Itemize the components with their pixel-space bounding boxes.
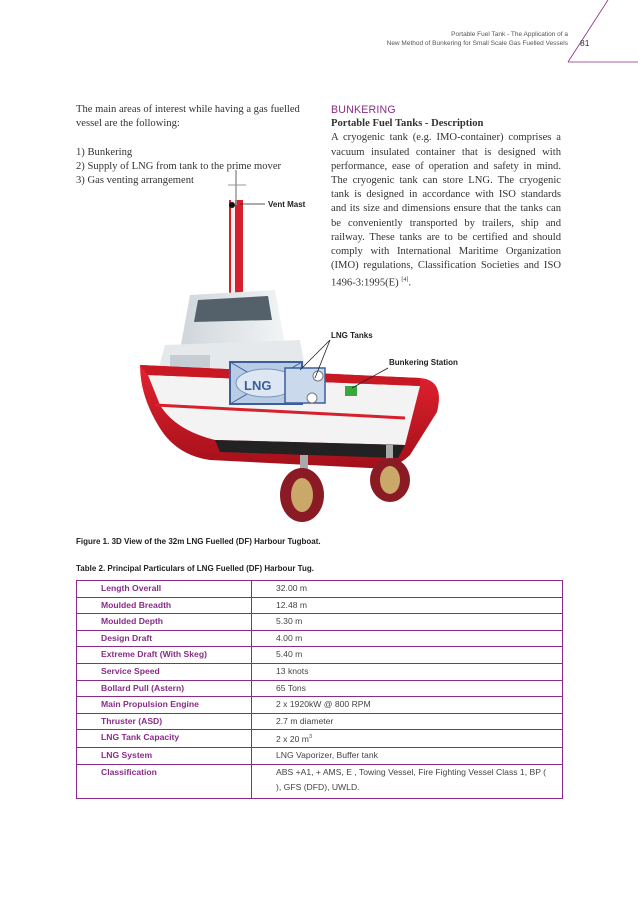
row-key: Main Propulsion Engine — [77, 697, 252, 714]
bunkering-station — [345, 386, 357, 396]
row-key: Moulded Breadth — [77, 597, 252, 614]
row-value — [252, 730, 563, 748]
table-row — [77, 748, 563, 765]
row-value: 5.40 m — [252, 647, 563, 664]
row-key: Moulded Depth — [77, 614, 252, 631]
row-value: LNG Vaporizer, Buffer tank — [252, 748, 563, 765]
page-number: 81 — [580, 38, 590, 48]
row-value: 2 x 1920kW @ 800 RPM — [252, 697, 563, 714]
row-key: Design Draft — [77, 630, 252, 647]
row-key: Length Overall — [77, 581, 252, 598]
section-title: BUNKERING — [331, 104, 396, 116]
vent-mast-callout: Vent Mast — [268, 200, 306, 209]
header-line-2: New Method of Bunkering for Small Scale Gas Fuelled Vessels — [386, 40, 568, 47]
body-end: . — [408, 277, 411, 289]
capacity-value: 2 x 20 m — [276, 734, 309, 745]
lng-tanks-callout: LNG Tanks — [331, 331, 373, 340]
table-row — [77, 630, 563, 647]
principal-particulars-table — [76, 580, 563, 799]
row-value: ABS +A1, + AMS, E , Towing Vessel, Fire Fighting Vessel Class 1, BP ( ), GFS (DFD), UWLD. — [252, 764, 563, 798]
table-row — [77, 647, 563, 664]
table-row — [77, 730, 563, 748]
row-value: 65 Tons — [252, 680, 563, 697]
header-line-1: Portable Fuel Tank - The Application of a — [451, 31, 568, 38]
list-item: 1) Bunkering — [76, 147, 133, 158]
list-item: 3) Gas venting arrangement — [76, 175, 194, 186]
table-row — [77, 764, 563, 798]
table-row — [77, 663, 563, 680]
table-row — [77, 581, 563, 598]
row-value: 12.48 m — [252, 597, 563, 614]
table-caption: Table 2. Principal Particulars of LNG Fuelled (DF) Harbour Tug. — [76, 564, 314, 573]
table-row — [77, 614, 563, 631]
row-key: Classification — [77, 764, 252, 798]
tank-label: LNG — [244, 378, 272, 393]
table-row — [77, 597, 563, 614]
table-row — [77, 713, 563, 730]
subsection-title: Portable Fuel Tanks - Description — [331, 118, 484, 130]
reference-mark: [4] — [401, 277, 409, 284]
figure-caption: Figure 1. 3D View of the 32m LNG Fuelled (DF) Harbour Tugboat. — [76, 537, 321, 546]
row-value: 2.7 m diameter — [252, 713, 563, 730]
table-row — [77, 697, 563, 714]
list-item: 2) Supply of LNG from tank to the prime mover — [76, 161, 282, 172]
row-key: Bollard Pull (Astern) — [77, 680, 252, 697]
row-value: 5.30 m — [252, 614, 563, 631]
row-key: Thruster (ASD) — [77, 713, 252, 730]
unit-superscript: 3 — [308, 734, 313, 741]
lng-tank-containers — [230, 362, 325, 404]
row-key: LNG Tank Capacity — [77, 730, 252, 748]
row-key: Extreme Draft (With Skeg) — [77, 647, 252, 664]
intro-paragraph: The main areas of interest while having a gas fuelled vessel are the following: — [76, 104, 300, 129]
row-value: 4.00 m — [252, 630, 563, 647]
body-text: A cryogenic tank (e.g. IMO-container) comprises a vacuum insulated container that is designed with performance, ease of operation and safety in mind. The cryogenic tank can store LNG. The cryogenic tank is designed in accordance with ISO standards and its size and dimensions ensure that the tanks can be conveniently transported by trailers, ship and railway. These tanks are to be certified and should comply with International Maritime Organization (IMO) regulations, Classification Societies and ISO 1496-3:1995(E) — [331, 132, 561, 289]
row-key: LNG System — [77, 748, 252, 765]
row-key: Service Speed — [77, 663, 252, 680]
row-value: 13 knots — [252, 663, 563, 680]
row-value: 32.00 m — [252, 581, 563, 598]
table-row — [77, 680, 563, 697]
bunkering-station-callout: Bunkering Station — [389, 358, 458, 367]
